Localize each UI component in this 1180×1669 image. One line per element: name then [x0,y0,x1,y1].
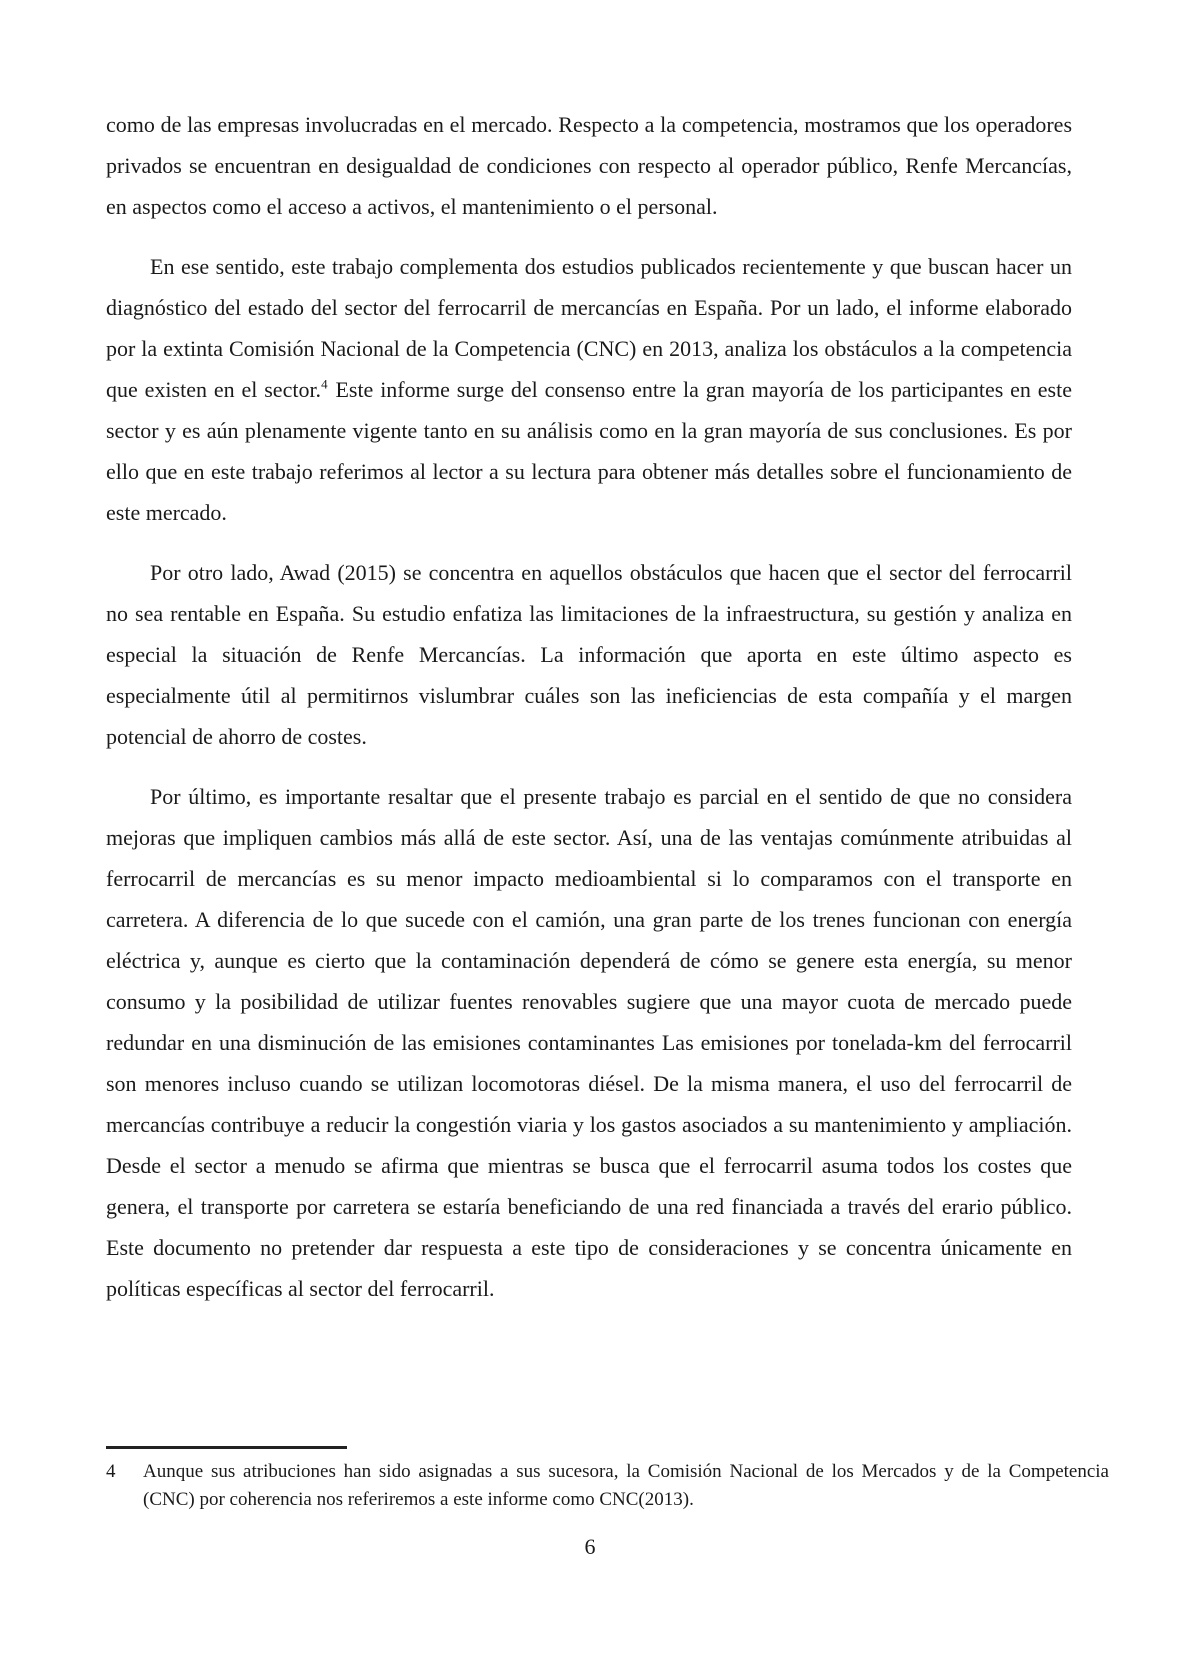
paragraph-text: Por último, es importante resaltar que el presente trabajo es parcial en el sentido de que no considera mejoras que impliquen cambios más allá de este sector. Así, una de las ventajas comúnmente atribuidas al ferrocarril de mercancías es su menor impacto medioambiental si lo comparamos con el transporte en carretera. A diferencia de lo que sucede con el camión, una gran parte de los trenes funcionan con energía eléctrica y, aunque es cierto que la contaminación dependerá de cómo se genere esta energía, su menor consumo y la posibilidad de utilizar fuentes renovables sugiere que una mayor cuota de mercado puede redundar en una disminución de las emisiones contaminantes Las emisiones por tonelada-km del ferrocarril son menores incluso cuando se utilizan locomotoras diésel. De la misma manera, el uso del ferrocarril de mercancías contribuye a reducir la congestión viaria y los gastos asociados a su mantenimiento y ampliación. Desde el sector a menudo se afirma que mientras se busca que el ferrocarril asuma todos los costes que genera, el transporte por carretera se estaría beneficiando de una red financiada a través del erario público. Este documento no pretender dar respuesta a este tipo de consideraciones y se concentra únicamente en políticas específicas al sector del ferrocarril. [106,784,1072,1301]
footnote-separator [106,1446,347,1449]
paragraph-text: Este informe surge del consenso entre la gran mayoría de los participantes en este sector y es aún plenamente vigente tanto en su análisis como en la gran mayoría de sus conclusiones. Es por ello que en este trabajo referimos al lector a su lectura para obtener más detalles sobre el funcionamiento de este mercado. [106,377,1072,525]
paragraph [106,104,1072,227]
footnote [106,1458,1109,1514]
footnote-text: Aunque sus atribuciones han sido asignadas a sus sucesora, la Comisión Nacional de los Mercados y de la Competencia (CNC) por coherencia nos referiremos a este informe como CNC(2013). [143,1461,1109,1510]
paragraph [106,246,1072,533]
page-body [106,104,1072,1328]
page-number: 6 [584,1534,596,1559]
footnote-reference: 4 [321,376,329,392]
paragraph [106,552,1072,757]
paragraph-text: En ese sentido, este trabajo complementa dos estudios publicados recientemente y que buscan hacer un diagnóstico del estado del sector del ferrocarril de mercancías en España. Por un lado, el informe elaborado por la extinta Comisión Nacional de la Competencia (CNC) en 2013, analiza los obstáculos a la competencia que existen en el sector. [106,254,1072,402]
paragraph-text: Por otro lado, Awad (2015) se concentra en aquellos obstáculos que hacen que el sector del ferrocarril no sea rentable en España. Su estudio enfatiza las limitaciones de la infraestructura, su gestión y analiza en especial la situación de Renfe Mercancías. La información que aporta en este último aspecto es especialmente útil al permitirnos vislumbrar cuáles son las ineficiencias de esta compañía y el margen potencial de ahorro de costes. [106,560,1072,749]
footnote-number: 4 [106,1461,116,1482]
paragraph-text: como de las empresas involucradas en el mercado. Respecto a la competencia, mostramos que los operadores privados se encuentran en desigualdad de condiciones con respecto al operador público, Renfe Mercancías, en aspectos como el acceso a activos, el mantenimiento o el personal. [106,112,1072,219]
paragraph [106,776,1072,1309]
